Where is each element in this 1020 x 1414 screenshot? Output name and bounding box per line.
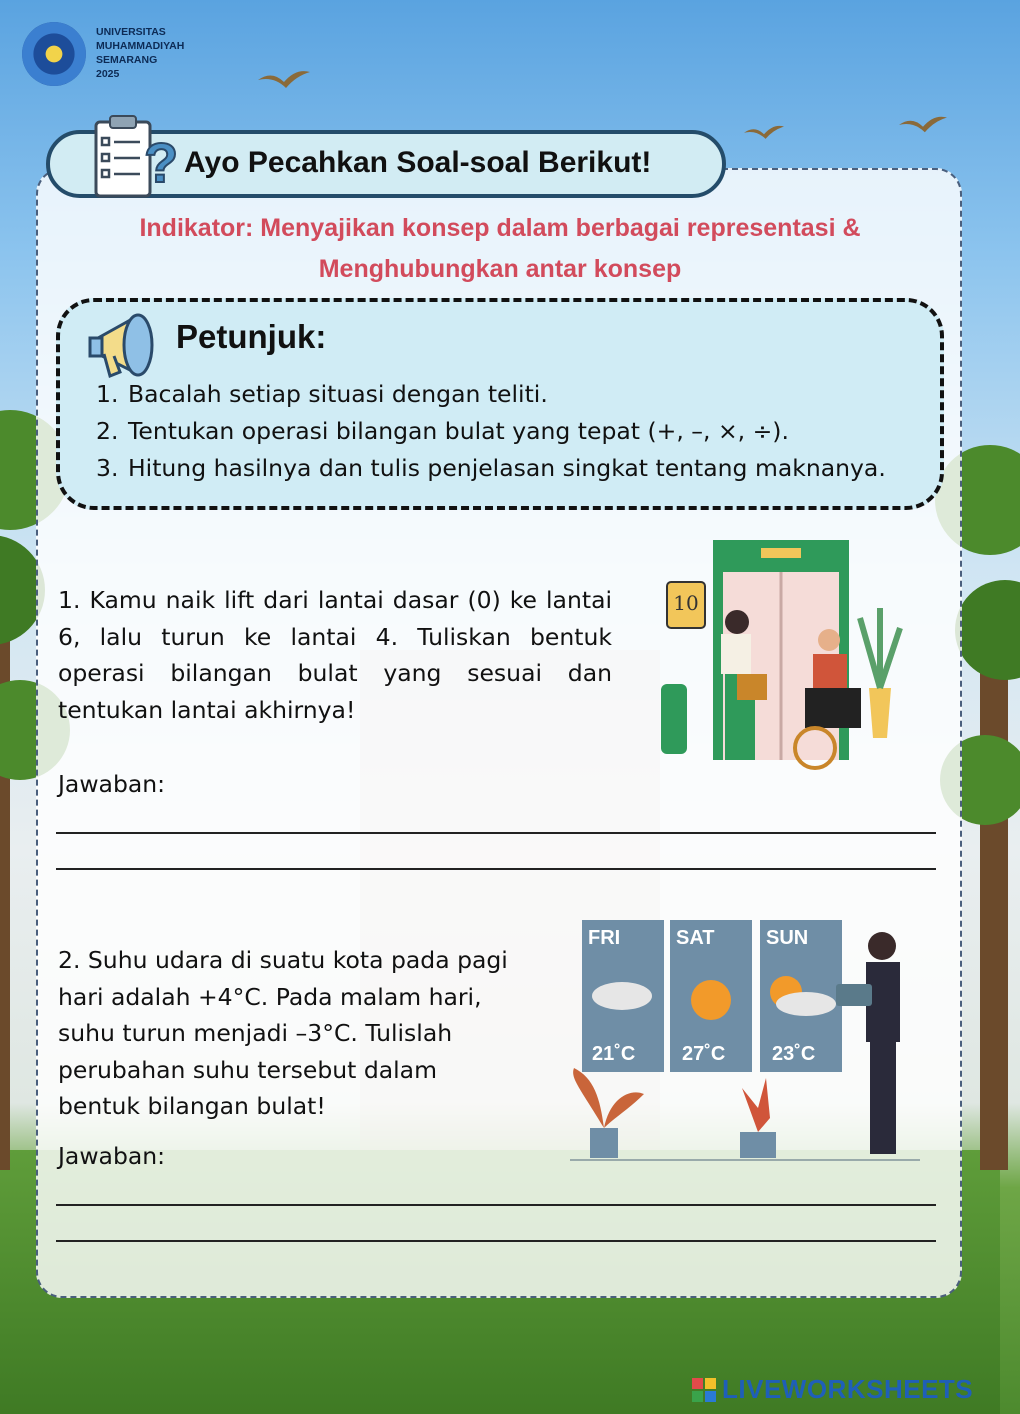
megaphone-icon (88, 310, 168, 382)
instructions-list (96, 376, 886, 487)
question-2-text: 2. Suhu udara di suatu kota pada pagi hari adalah +4°C. Pada malam hari, suhu turun menjadi –3°C. Tulislah perubahan suhu tersebut dalam bentuk bilangan bulat! (58, 946, 508, 1120)
list-item: 3. Hitung hasilnya dan tulis penjelasan singkat tentang maknanya. (96, 454, 886, 482)
weather-forecast-illustration (570, 918, 920, 1166)
answer-label-2: Jawaban: (58, 1142, 166, 1170)
answer-line[interactable] (56, 1204, 936, 1206)
svg-text:?: ? (144, 131, 179, 194)
bird-icon (256, 66, 312, 92)
svg-text:23˚C: 23˚C (772, 1043, 816, 1065)
answer-line[interactable] (56, 868, 936, 870)
weather-card-sat (670, 920, 752, 1072)
question-1-text: 1. Kamu naik lift dari lantai dasar (0) ke lantai 6, lalu turun ke lantai 4. Tuliskan bentuk operasi bilangan bulat yang sesuai dan tentukan lantai akhirnya! (58, 586, 612, 724)
indicator-text: Indikator: Menyajikan konsep dalam berbagai representasi & Menghubungkan antar konsep (139, 214, 861, 283)
answer-label-1: Jawaban: (58, 770, 166, 798)
answer-line[interactable] (56, 832, 936, 834)
answer-line[interactable] (56, 1240, 936, 1242)
bird-icon (896, 112, 950, 136)
cloud-rain-icon (592, 982, 652, 1010)
university-name: UNIVERSITAS MUHAMMADIYAH SEMARANG 2025 (96, 26, 185, 80)
sun-icon (691, 980, 731, 1020)
list-item: 1. Bacalah setiap situasi dengan teliti. (96, 380, 548, 408)
bird-icon (740, 122, 788, 142)
floor-sign: 10 (673, 591, 699, 615)
instructions-title: Petunjuk: (176, 318, 327, 355)
svg-text:FRI: FRI (588, 927, 621, 949)
svg-text:SAT: SAT (676, 927, 715, 949)
svg-text:27˚C: 27˚C (682, 1043, 726, 1065)
svg-text:21˚C: 21˚C (592, 1043, 636, 1065)
liveworksheets-logo-icon (692, 1378, 716, 1402)
university-logo (22, 22, 86, 86)
svg-text:SUN: SUN (766, 927, 809, 949)
weather-card-sun (760, 920, 842, 1072)
liveworksheets-brand: LIVEWORKSHEETS (722, 1374, 974, 1404)
list-item: 2. Tentukan operasi bilangan bulat yang tepat (+, –, ×, ÷). (96, 417, 789, 445)
elevator-illustration (655, 538, 915, 778)
page-title: Ayo Pecahkan Soal-soal Berikut! (184, 146, 652, 179)
clipboard-question-icon (92, 112, 179, 202)
weather-card-fri (582, 920, 664, 1072)
